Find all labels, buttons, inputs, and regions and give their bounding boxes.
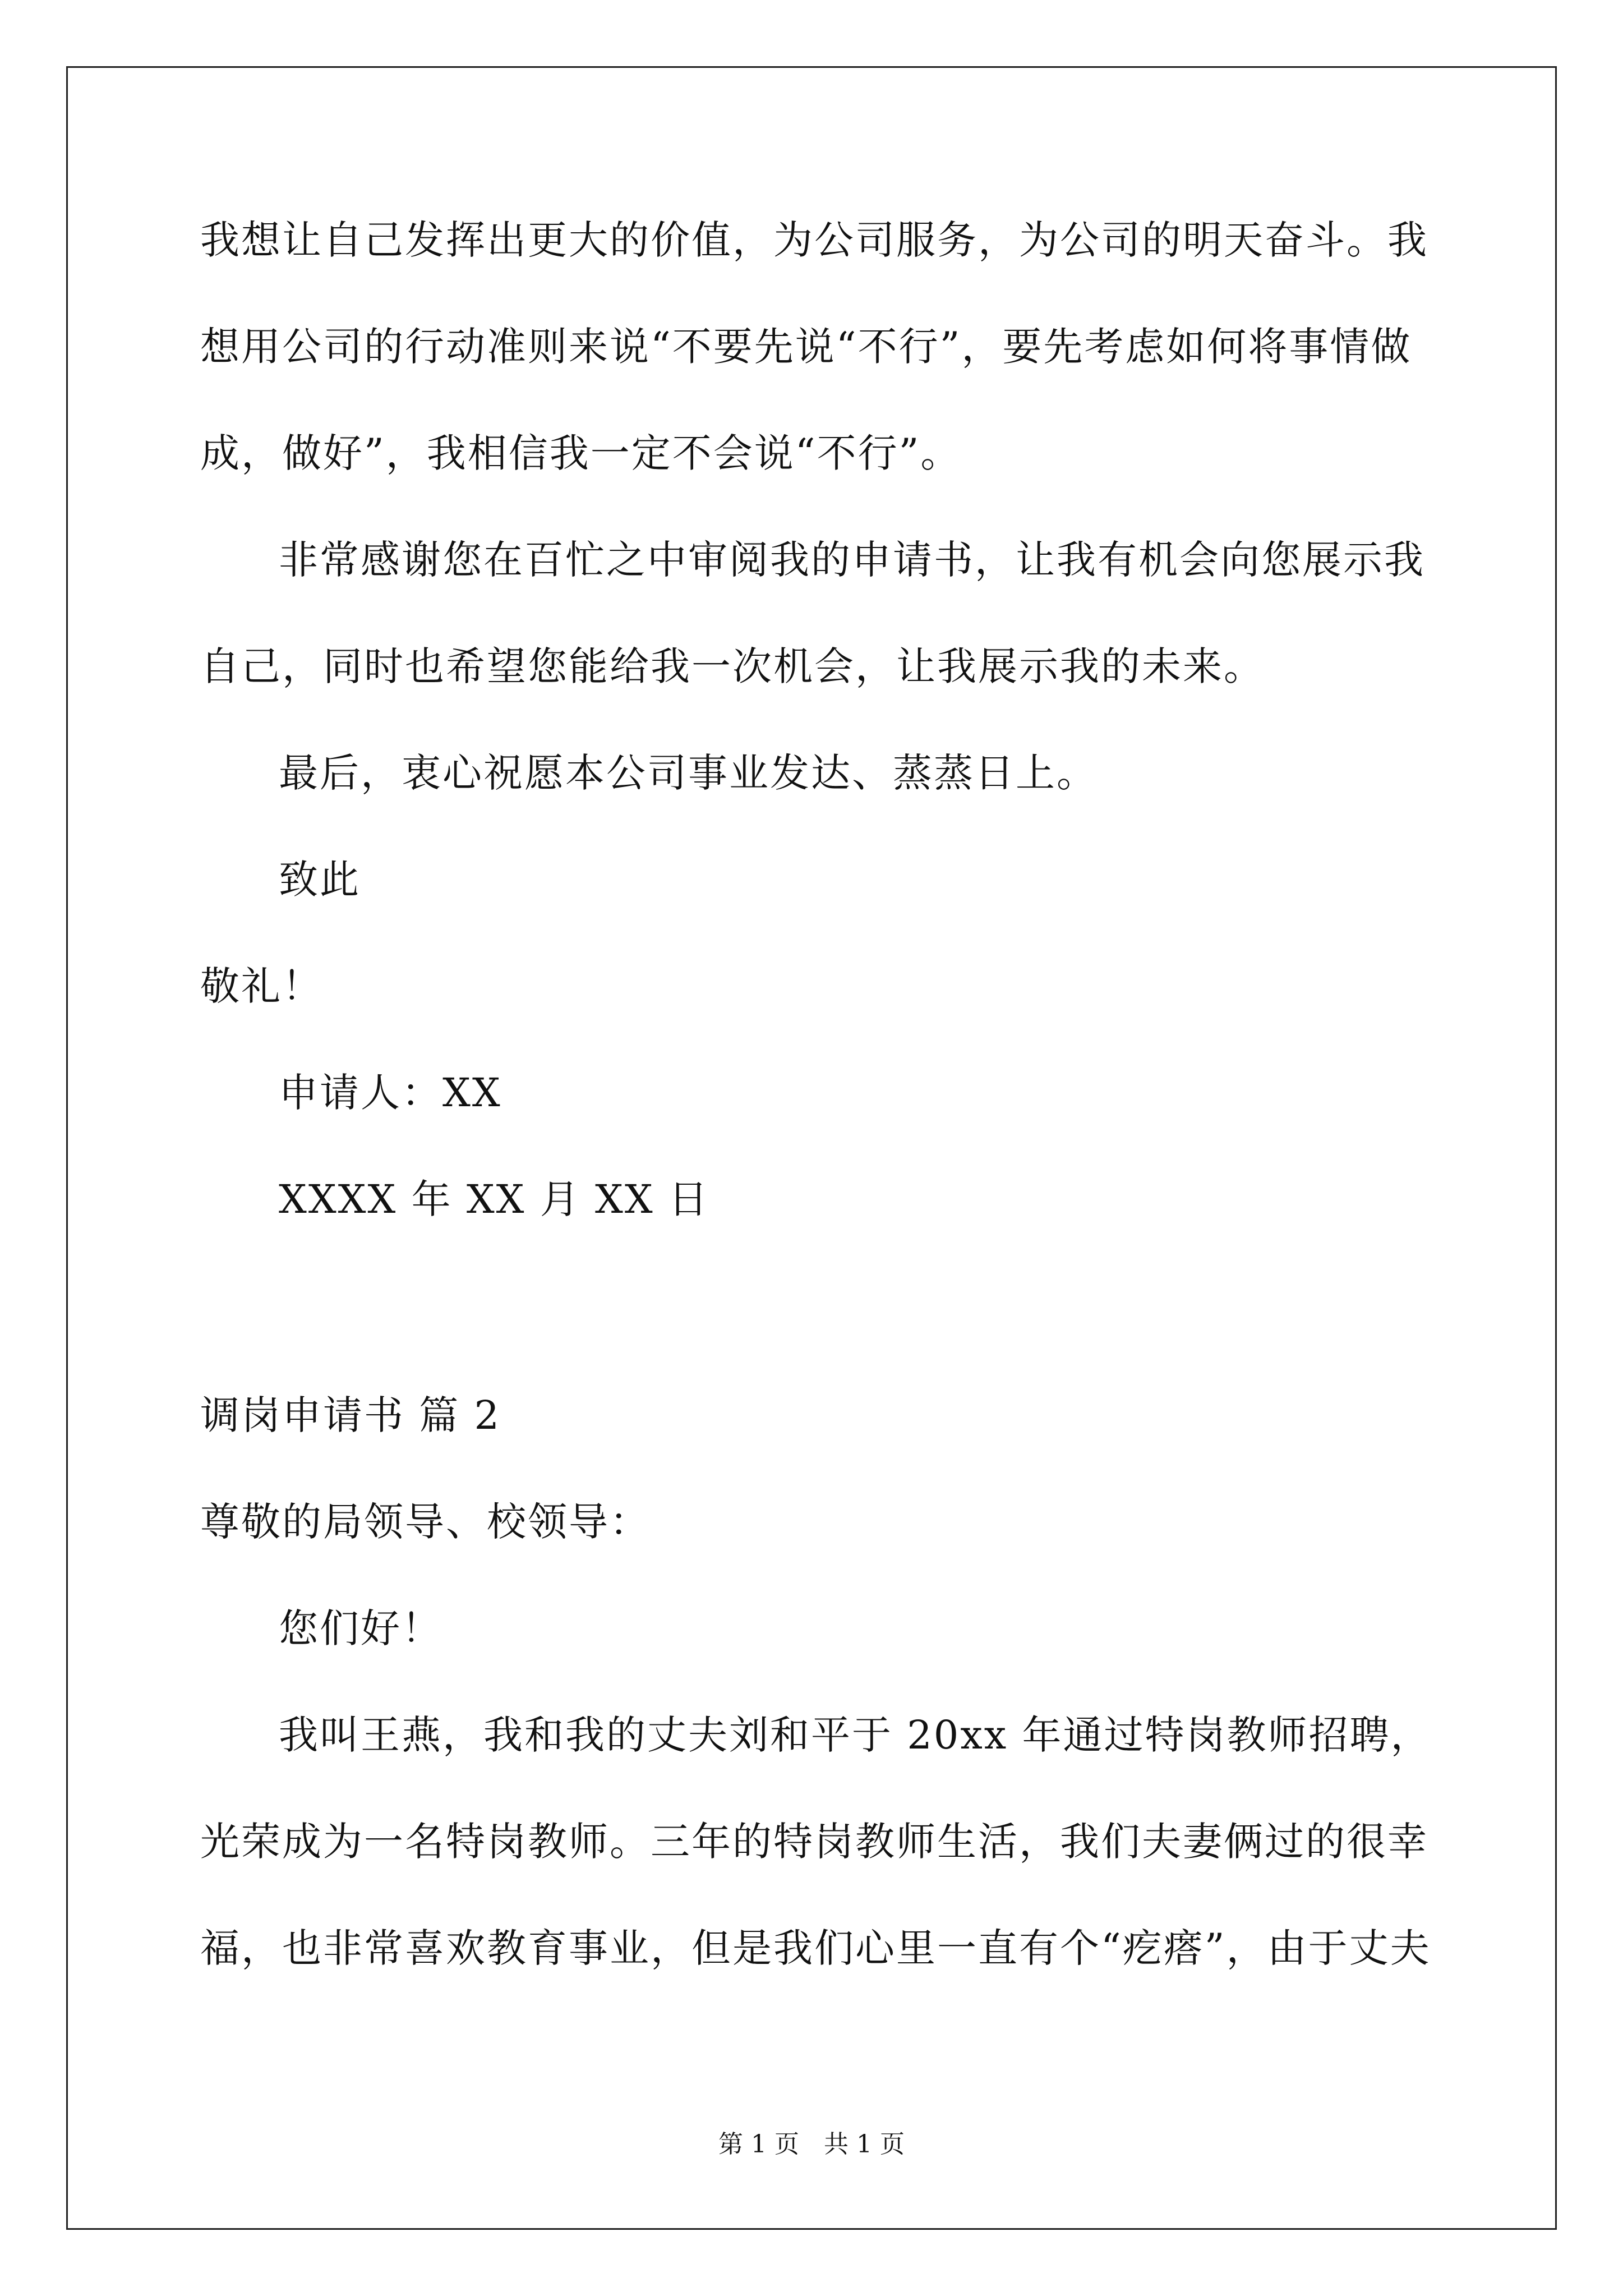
applicant: 申请人：XX: [279, 1070, 502, 1116]
salutation-zhici: 致此: [279, 857, 361, 903]
paragraph-intro-line-3: 福，也非常喜欢教育事业，但是我们心里一直有个“疙瘩”，由于丈夫: [200, 1925, 1431, 1971]
section-title: 调岗申请书 篇 2: [200, 1392, 501, 1438]
paragraph-1-line-1: 我想让自己发挥出更大的价值，为公司服务，为公司的明天奋斗。我: [200, 217, 1428, 263]
date: XXXX 年 XX 月 XX 日: [279, 1176, 709, 1222]
greeting: 您们好！: [279, 1605, 442, 1651]
paragraph-intro-line-1: 我叫王燕，我和我的丈夫刘和平于 20xx 年通过特岗教师招聘，: [279, 1712, 1432, 1758]
closing-wish: 最后，衷心祝愿本公司事业发达、蒸蒸日上。: [279, 750, 1098, 796]
paragraph-1-line-3: 成，做好”，我相信我一定不会说“不行”。: [200, 430, 962, 476]
addressee: 尊敬的局领导、校领导：: [200, 1499, 651, 1545]
page-border: [66, 66, 1557, 2230]
paragraph-2-line-1: 非常感谢您在百忙之中审阅我的申请书，让我有机会向您展示我: [279, 537, 1425, 583]
paragraph-intro-line-2: 光荣成为一名特岗教师。三年的特岗教师生活，我们夫妻俩过的很幸: [200, 1819, 1428, 1865]
paragraph-2-line-2: 自己，同时也希望您能给我一次机会，让我展示我的未来。: [200, 643, 1265, 689]
salutation-jingli: 敬礼！: [200, 963, 323, 1009]
paragraph-1-line-2: 想用公司的行动准则来说“不要先说“不行”，要先考虑如何将事情做: [200, 324, 1412, 370]
page-footer: 第 1 页 共 1 页: [718, 2130, 905, 2159]
